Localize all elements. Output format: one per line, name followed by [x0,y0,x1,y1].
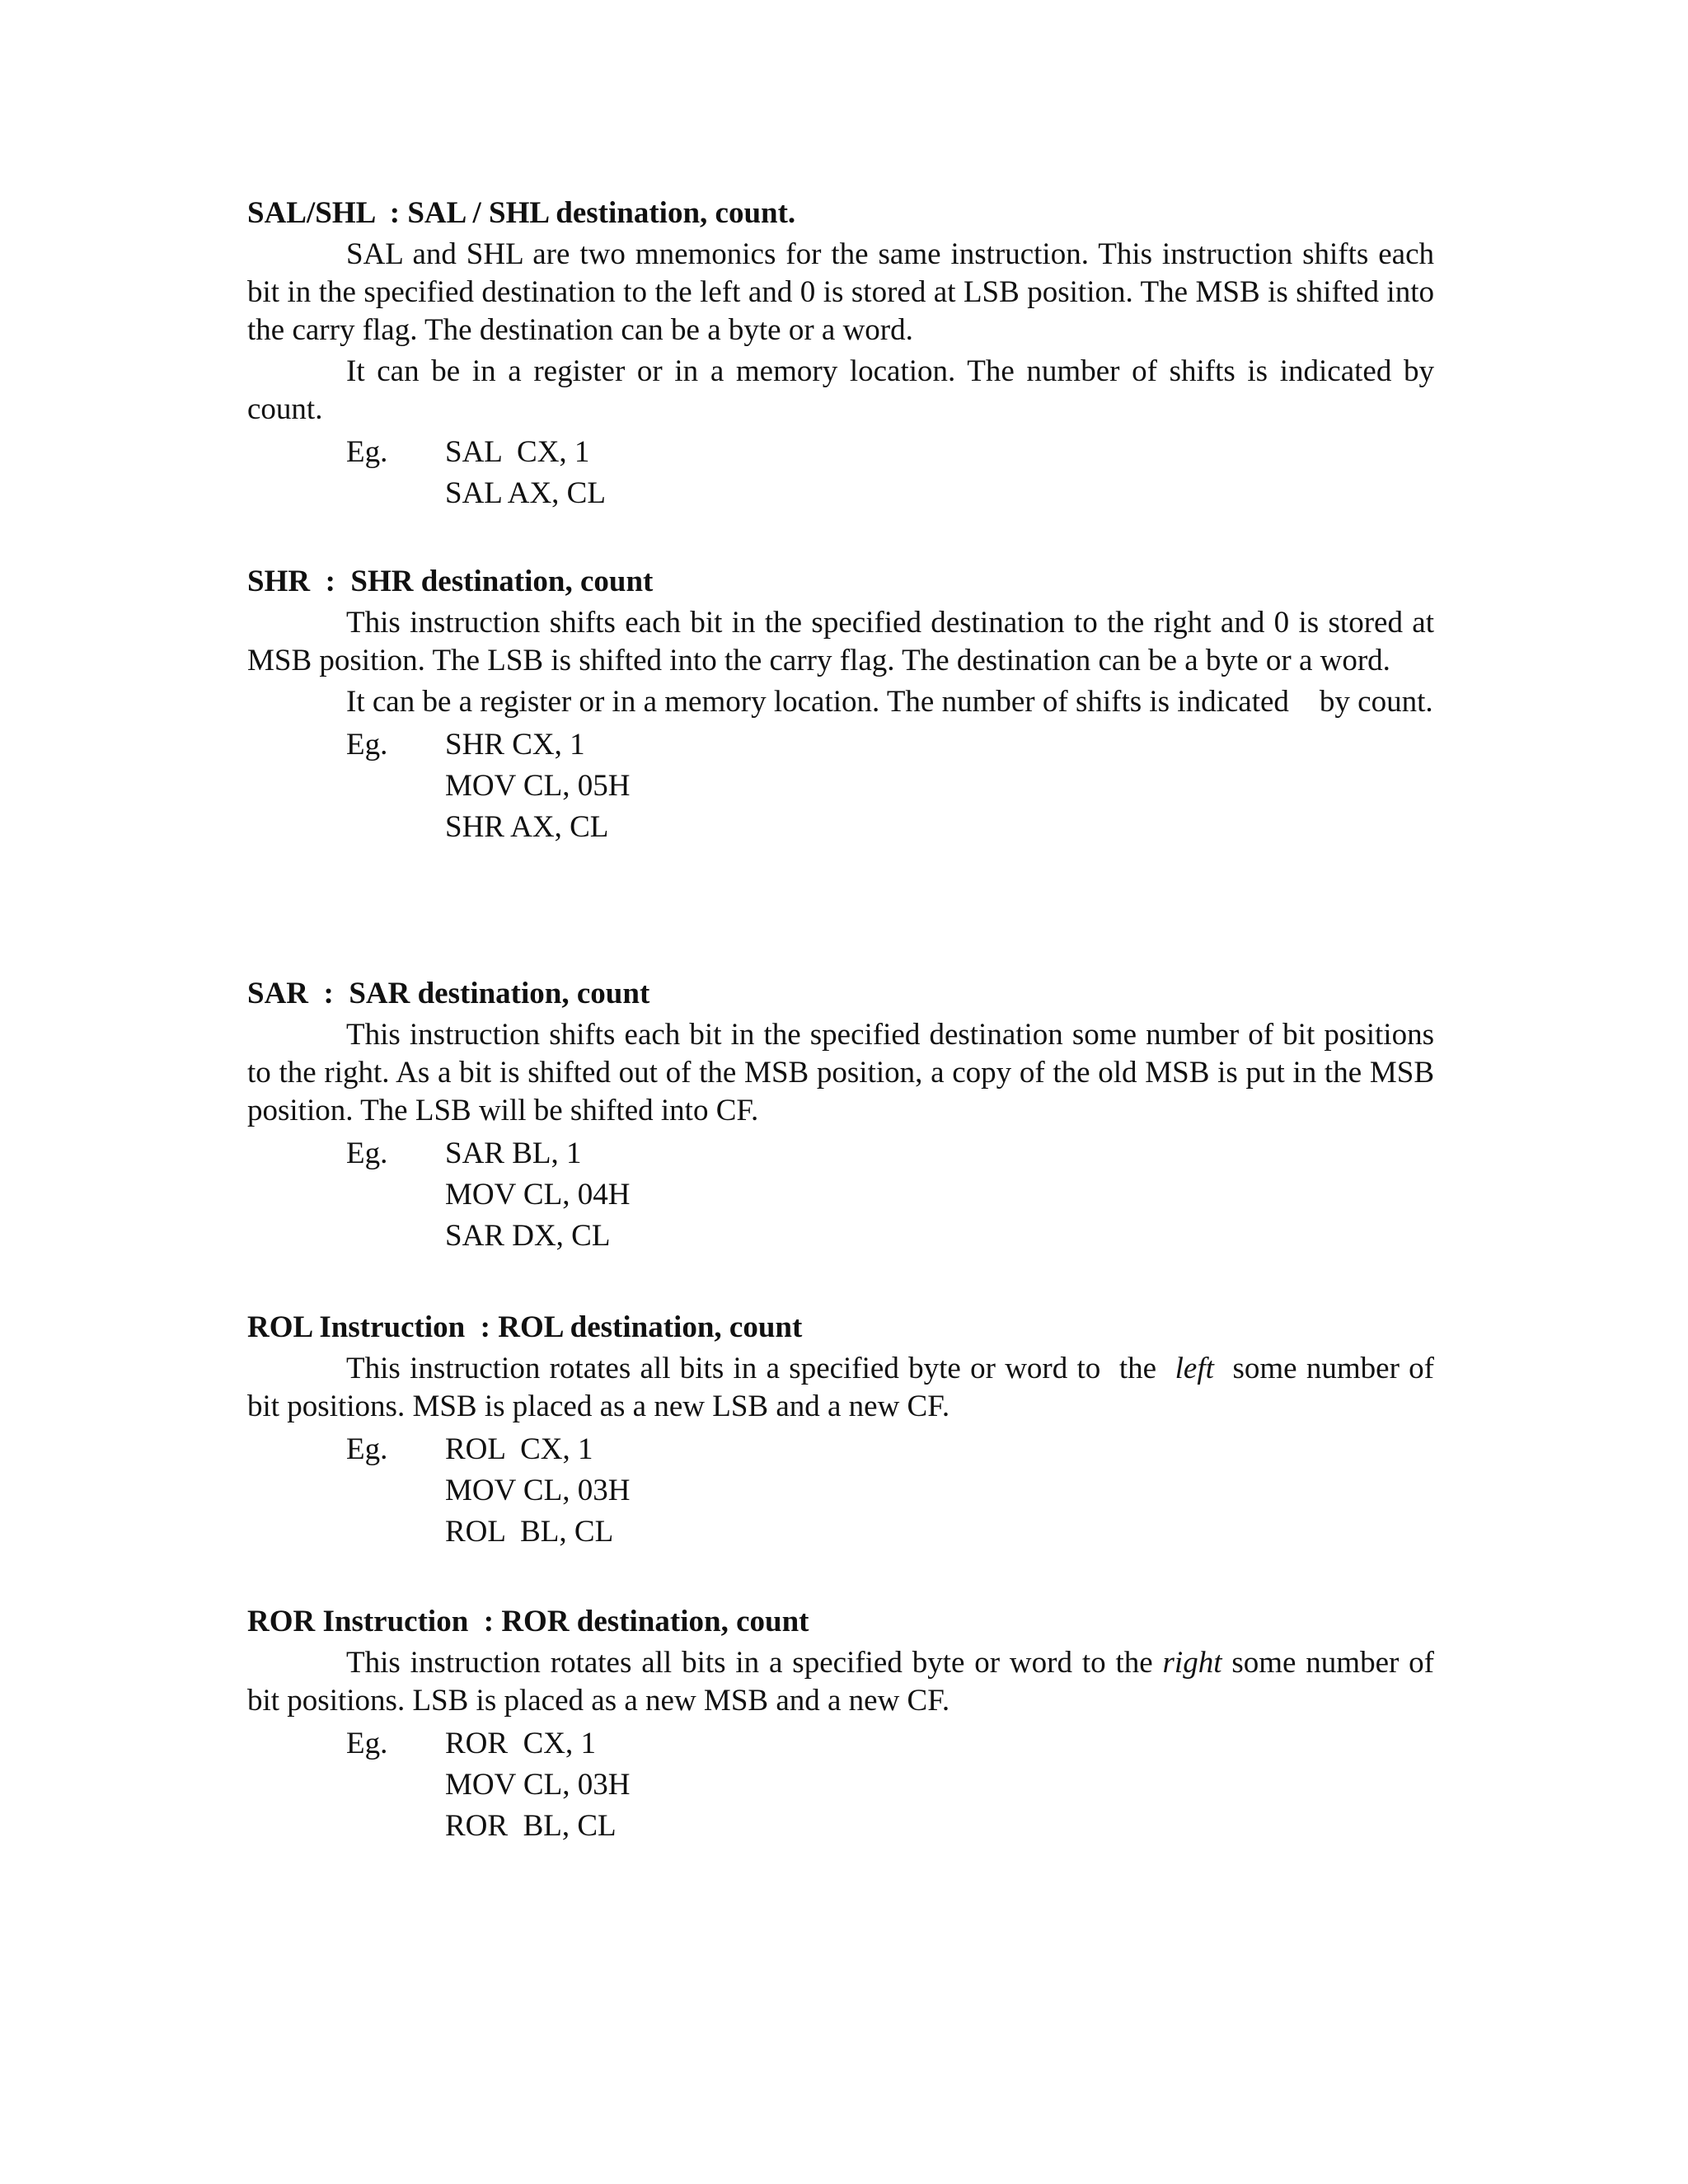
section-heading: ROR Instruction : ROR destination, count [247,1605,809,1638]
code-line: SHR CX, 1 [445,728,585,762]
section-sar [247,975,1434,1257]
example-label: Eg. [346,728,388,762]
section-rol [247,1309,1442,1553]
code-lines [445,432,1434,514]
code-line: MOV CL, 05H [445,769,631,803]
example-block [247,724,1434,848]
paragraph [247,1350,1442,1426]
example-block [247,1133,1434,1257]
code-line: SHR AX, CL [445,810,609,844]
paragraph: This instruction shifts each bit in the specified destination to the right and 0 is stored at MSB position. The LSB is shifted into the carry flag. The destination can be a byte or a word. [247,606,1434,677]
section-heading: ROL Instruction : ROL destination, count [247,1310,803,1344]
code-line: MOV CL, 04H [445,1178,631,1212]
paragraph: This instruction shifts each bit in the specified destination some number of bit positions to the right. As a bit is shifted out of the MSB position, a copy of the old MSB is put in the MSB position. The LSB will be shifted into CF. [247,1018,1434,1127]
code-line: MOV CL, 03H [445,1768,631,1802]
emphasis-text: right [1162,1646,1222,1680]
example-block [247,432,1434,514]
code-lines [445,1133,1434,1257]
code-lines [445,724,1434,848]
paragraph-text: some number of bit positions. MSB is placed as a new LSB and a new CF. [247,1352,1442,1423]
code-line: ROL CX, 1 [445,1432,593,1466]
example-label: Eg. [346,1137,388,1170]
code-line: SAL CX, 1 [445,435,590,469]
example-block [247,1723,1434,1847]
section-shr [247,563,1434,848]
section-ror [247,1603,1434,1847]
code-line: SAR BL, 1 [445,1137,582,1170]
section-heading: SHR : SHR destination, count [247,565,654,598]
code-line: SAL AX, CL [445,476,606,510]
paragraph-text: This instruction rotates all bits in a specified byte or word to the [346,1646,1163,1680]
paragraph: It can be in a register or in a memory location. The number of shifts is indicated by count. [247,354,1434,426]
code-line: SAR DX, CL [445,1219,611,1253]
example-label: Eg. [346,1727,388,1760]
section-heading: SAR : SAR destination, count [247,977,650,1010]
code-line: ROR CX, 1 [445,1727,596,1760]
code-lines [445,1723,1434,1847]
example-label: Eg. [346,1432,388,1466]
paragraph-text: This instruction rotates all bits in a specified byte or word to the [346,1352,1175,1385]
code-lines [445,1429,1434,1553]
paragraph: It can be a register or in a memory location. The number of shifts is indicated by count. [346,685,1433,719]
section-sal-shl [247,194,1434,514]
paragraph-text: some number of bit positions. LSB is placed as a new MSB and a new CF. [247,1646,1434,1718]
paragraph: SAL and SHL are two mnemonics for the same instruction. This instruction shifts each bit in the specified destination to the left and 0 is stored at LSB position. The MSB is shifted into the carry flag. The destination can be a byte or a word. [247,237,1434,347]
example-block [247,1429,1434,1553]
section-heading: SAL/SHL : SAL / SHL destination, count. [247,196,796,230]
code-line: ROR BL, CL [445,1809,617,1843]
example-label: Eg. [346,435,388,469]
code-line: ROL BL, CL [445,1515,614,1549]
paragraph [247,1644,1434,1720]
emphasis-text: left [1175,1352,1214,1385]
code-line: MOV CL, 03H [445,1474,631,1507]
